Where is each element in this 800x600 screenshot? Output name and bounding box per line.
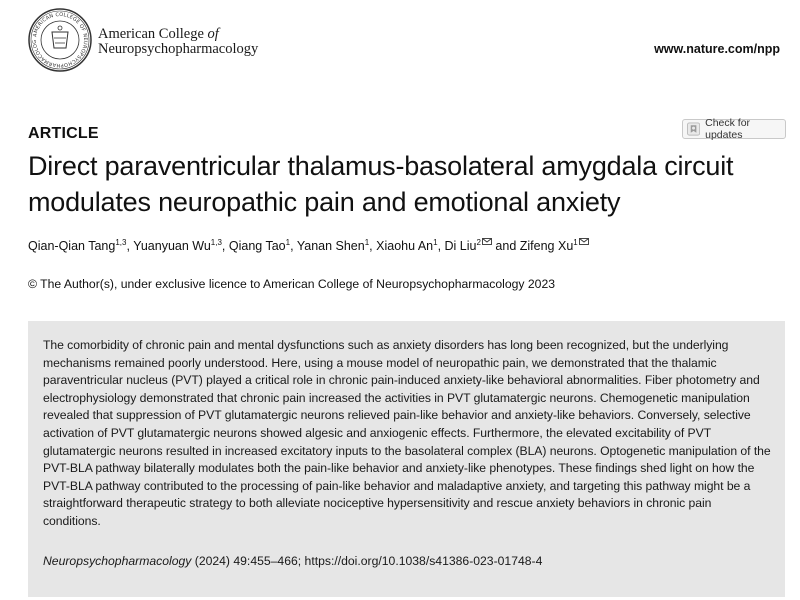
- article-type-label: ARTICLE: [28, 125, 99, 142]
- author-name[interactable]: Yuanyuan Wu: [133, 239, 211, 254]
- author-name[interactable]: Zifeng Xu: [519, 239, 574, 254]
- author-separator: ,: [126, 239, 134, 254]
- author-separator: ,: [221, 239, 229, 254]
- author-separator: ,: [369, 239, 377, 254]
- citation-details[interactable]: (2024) 49:455–466; https://doi.org/10.1038/s41386-023-01748-4: [191, 554, 543, 568]
- author-name[interactable]: Di Liu: [444, 239, 477, 254]
- citation-journal: Neuropsychopharmacology: [43, 554, 192, 568]
- author-name[interactable]: Qian-Qian Tang: [28, 239, 116, 254]
- check-for-updates-button[interactable]: [682, 119, 786, 139]
- author-affiliation: 1,3: [210, 238, 222, 247]
- check-for-updates-label: Check for updates: [705, 117, 751, 141]
- org-line1-italic: of: [207, 26, 219, 42]
- author-affiliation: 1: [364, 238, 370, 247]
- author-affiliation: 1: [573, 238, 578, 247]
- author-separator: ,: [290, 239, 297, 254]
- email-icon[interactable]: [482, 238, 492, 245]
- author-affiliation: 2: [476, 238, 481, 247]
- org-line1: American College: [98, 26, 208, 42]
- citation-line: [43, 554, 542, 568]
- svg-text:AMERICAN COLLEGE OF NEUROPSYCH: AMERICAN COLLEGE OF NEUROPSYCHOPHARMACOLOG: [31, 11, 89, 69]
- article-title: Direct paraventricular thalamus-basolateral amygdala circuit modulates neuropathic pain and emotional anxiety: [28, 151, 734, 217]
- author-affiliation: 1,3: [115, 238, 127, 247]
- author-affiliation: 1: [285, 238, 291, 247]
- org-line2: Neuropsychopharmacology: [98, 41, 259, 57]
- organization-name: [98, 27, 258, 57]
- email-icon[interactable]: [579, 238, 589, 245]
- author-separator: ,: [437, 239, 445, 254]
- author-separator: and: [491, 239, 520, 254]
- journal-header: [28, 8, 788, 88]
- author-name[interactable]: Qiang Tao: [228, 239, 286, 254]
- journal-url-link[interactable]: www.nature.com/npp: [654, 42, 780, 56]
- author-affiliation: 1: [433, 238, 438, 247]
- copyright-notice: © The Author(s), under exclusive licence to American College of Neuropsychopharmacology 2023: [28, 277, 556, 291]
- author-list: [28, 238, 589, 253]
- acnp-seal-logo: [28, 8, 92, 72]
- check-updates-icon: [687, 122, 700, 136]
- author-name[interactable]: Xiaohu An: [376, 239, 434, 254]
- abstract-box: [28, 321, 785, 597]
- author-name[interactable]: Yanan Shen: [296, 239, 365, 254]
- abstract-text: The comorbidity of chronic pain and mental dysfunctions such as anxiety disorders has long been recognized, but the underlying mechanisms remained poorly understood. Here, using a mouse model of neuropathic pain, we demonstrated that the thalamic paraventricular nucleus (PVT) played a critical role in chronic pain-induced anxiety-like behavioral abnormalities. Fiber photometry and electrophysiology demonstrated that chronic pain increased the activities in PVT glutamatergic neurons. Chemogenetic manipulation revealed that suppression of PVT glutamatergic neurons relieved pain-like behavior and anxiety-like behaviors. Conversely, selective activation of PVT glutamatergic neurons showed algesic and anxiogenic effects. Furthermore, the elevated excitability of PVT glutamatergic neurons resulted in increased excitatory inputs to the basolateral complex (BLA) neurons. Optogenetic manipulation of the PVT-BLA pathway bilaterally modulates both the pain-like behavior and anxiety-like phenotypes. These findings shed light on how the PVT-BLA pathway contributed to the processing of pain-like behavior and maladaptive anxiety, and targeting this pathway might be a straightforward therapeutic strategy to both alleviate nociceptive hypersensitivity and rescue anxiety behaviors in chronic pain conditions.: [43, 338, 771, 528]
